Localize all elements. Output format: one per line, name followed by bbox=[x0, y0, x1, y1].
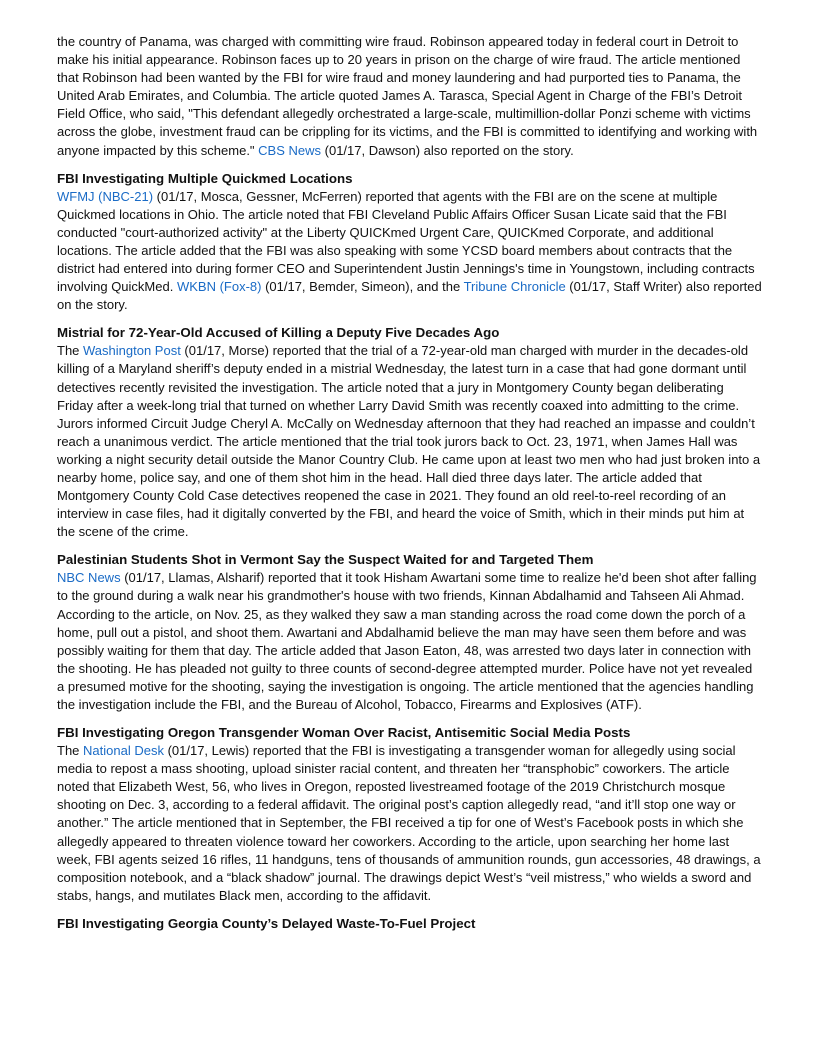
article-headline: FBI Investigating Georgia County’s Delayed Waste-To-Fuel Project bbox=[57, 915, 476, 931]
tribune-chronicle-link[interactable]: Tribune Chronicle bbox=[463, 279, 566, 295]
national-desk-link[interactable]: National Desk bbox=[83, 743, 164, 759]
cbs-news-link[interactable]: CBS News bbox=[258, 142, 322, 158]
article-mistrial bbox=[57, 324, 763, 541]
intro-text-end: (01/17, Dawson) also reported on the story. bbox=[321, 142, 574, 158]
article-text: (01/17, Lewis) reported that the FBI is investigating a transgender woman for allegedly using social media to repost a mass shooting, upload sinister racial content, and threaten her “transphobic” coworkers. The article noted that Elizabeth West, 56, who lives in Oregon, reposted livestreamed footage of the 2019 Christchurch mosque shooting on Dec. 3, according to a federal affidavit. The original post’s caption allegedly read, “and it’ll stop one way or another.” The article mentioned that in September, the FBI received a tip for one of West’s Facebook posts in which she allegedly appeared to threaten violence toward her coworkers. According to the article, upon searching her home last week, FBI agents seized 16 rifles, 11 handguns, tens of thousands of ammunition rounds, gun accessories, 48 drawings, a composition notebook, and a “black shadow” journal. The drawings depict West’s “veil mistress,” who wields a sword and stabs, hangs, and mutilates Black men, according to the affidavit. bbox=[57, 743, 761, 903]
article-text: The bbox=[57, 343, 84, 359]
wfmj-link[interactable]: WFMJ (NBC-21) bbox=[57, 188, 154, 204]
article-text: (01/17, Staff Writer) also reported on the story. bbox=[57, 279, 762, 313]
document-page bbox=[57, 33, 763, 933]
article-headline: Mistrial for 72-Year-Old Accused of Killing a Deputy Five Decades Ago bbox=[57, 325, 500, 341]
article-vermont-shooting bbox=[57, 551, 763, 714]
article-body bbox=[57, 569, 763, 714]
article-georgia bbox=[57, 915, 763, 933]
article-body bbox=[57, 342, 763, 541]
article-headline: Palestinian Students Shot in Vermont Say the Suspect Waited for and Targeted Them bbox=[57, 552, 594, 568]
article-text: The bbox=[57, 743, 84, 759]
article-headline: FBI Investigating Multiple Quickmed Locations bbox=[57, 170, 353, 186]
article-headline: FBI Investigating Oregon Transgender Woman Over Racist, Antisemitic Social Media Posts bbox=[57, 725, 631, 741]
article-body bbox=[57, 742, 763, 905]
article-text: (01/17, Bemder, Simeon), and the bbox=[261, 279, 464, 295]
article-quickmed bbox=[57, 170, 763, 315]
article-text: (01/17, Morse) reported that the trial of a 72-year-old man charged with murder in the decades-old killing of a Maryland sheriff’s deputy ended in a mistrial Wednesday, the latest turn in a case that had gone dormant until detectives recently revisited the investigation. The article noted that a jury in Montgomery County began deliberating Friday after a week-long trial that turned on whether Larry David Smith was recently coaxed into admitting to the crime. Jurors informed Circuit Judge Cheryl A. McCally on Wednesday afternoon that they had reached an impasse and couldn’t reach a unanimous verdict. The article mentioned that the trial took jurors back to Oct. 23, 1971, when James Hall was working a night security detail outside the Manor Country Club. He came upon at least two men who had just broken into a nearby home, police say, and one of them shot him in the head. Hall died three days later. The article added that Montgomery County Cold Case detectives reopened the case in 2021. They found an old reel-to-reel recording of an interview in case files, had it digitally converted by the FBI, and heard the voice of Smith, which in their minds put him at the scene of the crime. bbox=[57, 343, 761, 540]
article-oregon bbox=[57, 724, 763, 905]
article-text: (01/17, Llamas, Alsharif) reported that it took Hisham Awartani some time to realize he'd been shot after falling to the ground during a walk near his grandmother's house with two friends, Kinnan Abdalhamid and Tahseen Ali Ahmad. According to the article, on Nov. 25, as they walked they saw a man standing across the road come down the porch of a home, pull out a pistol, and shoot them. Awartani and Abdalhamid believe the man may have seen them before and was possibly waiting for them that day. The article added that Jason Eaton, 48, was arrested two days later in connection with the shooting. He has pleaded not guilty to three counts of second-degree attempted murder. Police have not yet revealed a presumed motive for the shooting, saying the investigation is ongoing. The article mentioned that the agencies handling the investigation include the FBI, and the Bureau of Alcohol, Tobacco, Firearms and Explosives (ATF). bbox=[57, 570, 757, 712]
article-text: (01/17, Mosca, Gessner, McFerren) reported that agents with the FBI are on the scene at multiple Quickmed locations in Ohio. The article noted that FBI Cleveland Public Affairs Officer Susan Licate said that the FBI conducted "court-authorized activity" at the Liberty QUICKmed Urgent Care, QUICKmed Corporate, and additional locations. The article added that the FBI was also speaking with some YCSD board members about contracts that the district had entered into during former CEO and Superintendent Justin Jennings's time in Youngstown, including contracts involving QuickMed. bbox=[57, 188, 755, 295]
washington-post-link[interactable]: Washington Post bbox=[83, 343, 181, 359]
nbc-news-link[interactable]: NBC News bbox=[57, 570, 121, 586]
wkbn-link[interactable]: WKBN (Fox-8) bbox=[176, 279, 262, 295]
intro-text: the country of Panama, was charged with committing wire fraud. Robinson appeared today in federal court in Detroit to make his initial appearance. Robinson faces up to 20 years in prison on the charge of wire fraud. The article mentioned that Robinson had been wanted by the FBI for wire fraud and money laundering and had purported ties to Panama, the United Arab Emirates, and Columbia. The article quoted James A. Tarasca, Special Agent in Charge of the FBI’s Detroit Field Office, who said, "This defendant allegedly orchestrated a large-scale, multimillion-dollar Ponzi scheme with victims across the globe, investment fraud can be crippling for its victims, and the FBI is committed to identifying and working with anyone impacted by this scheme." bbox=[57, 34, 758, 158]
article-body bbox=[57, 188, 763, 315]
intro-paragraph bbox=[57, 33, 763, 160]
